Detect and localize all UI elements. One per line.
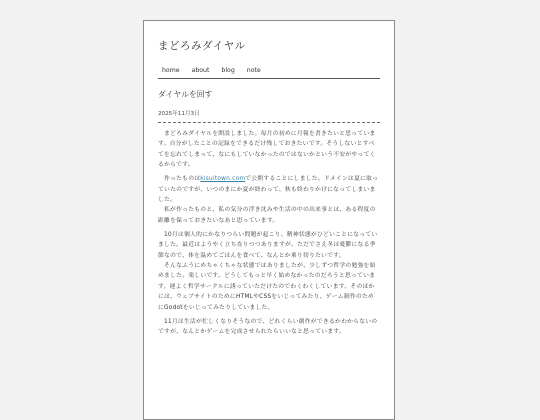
paragraph-text: で公開することにしました。ドメインは夏に取っていたのですが、いつのまにか夏が終わって、秋も終わりかけになってしまいました。 [158, 176, 379, 204]
post-paragraph-6: 11月は生活が忙しくなりそうなので、どれくらい創作ができるかわからないのですが、なんとかゲームを完成させられたらいいなと思っています。 [158, 318, 378, 336]
paragraph-text: 作ったものは [164, 176, 201, 183]
nav-blog-link[interactable]: blog [221, 67, 235, 74]
post-paragraph-3: 私が作ったものと、私の気分の浮き沈みや生活の中の出来事とは、ある程度の距離を保っておきたいなあと思っています。 [158, 207, 376, 224]
nav-divider [158, 78, 380, 79]
content-column [144, 39, 394, 338]
post-paragraph-5: そんなふうにめちゃくちゃな状態ではありましたが、少しずつ哲学の勉強を始めました。楽しいです。どうしてもっと早く始めなかったのだろうと思っています。運よく哲学サークルに誘っていただけたのでわくわくしています。そのほかには、ウェブサイトのためにHTMLやCSSをいじってみたり、ゲーム制作のためにGodotをいじってみたりしていました。 [158, 263, 376, 311]
site-title[interactable]: まどろみダイヤル [158, 40, 246, 52]
post-date: 2025年11月3日 [158, 111, 200, 117]
post-paragraph-4: 10月は個人的にかなりつらい問題が起こり、精神状態がひどいことになっていました。最近はようやく立ち直りつつありますが、ただでさえ冬は憂鬱になる季節なので、体を温めてごはんを食べて、なんとか乗り切りたいです。 [158, 231, 378, 259]
nav-note-link[interactable]: note [246, 67, 261, 74]
nav-home-link[interactable]: home [162, 67, 180, 74]
post-body [158, 129, 380, 338]
site-link[interactable]: kisuitown.com [200, 176, 246, 183]
page-card [143, 20, 395, 420]
post-paragraph-2 [158, 174, 380, 205]
nav-about-link[interactable]: about [191, 67, 210, 74]
post-paragraph-1: まどろみダイヤルを開設しました。毎月の初めに月報を書きたいと思っています。自分がしたことの記録をできるだけ残しておきたいです。そうしないとすべてを忘れてしまって、なにもしていなかったのではないかという不安がやってくるからです。 [158, 131, 376, 169]
post-title: ダイヤルを回す [158, 90, 213, 99]
date-divider [158, 122, 380, 123]
main-nav [162, 66, 380, 75]
